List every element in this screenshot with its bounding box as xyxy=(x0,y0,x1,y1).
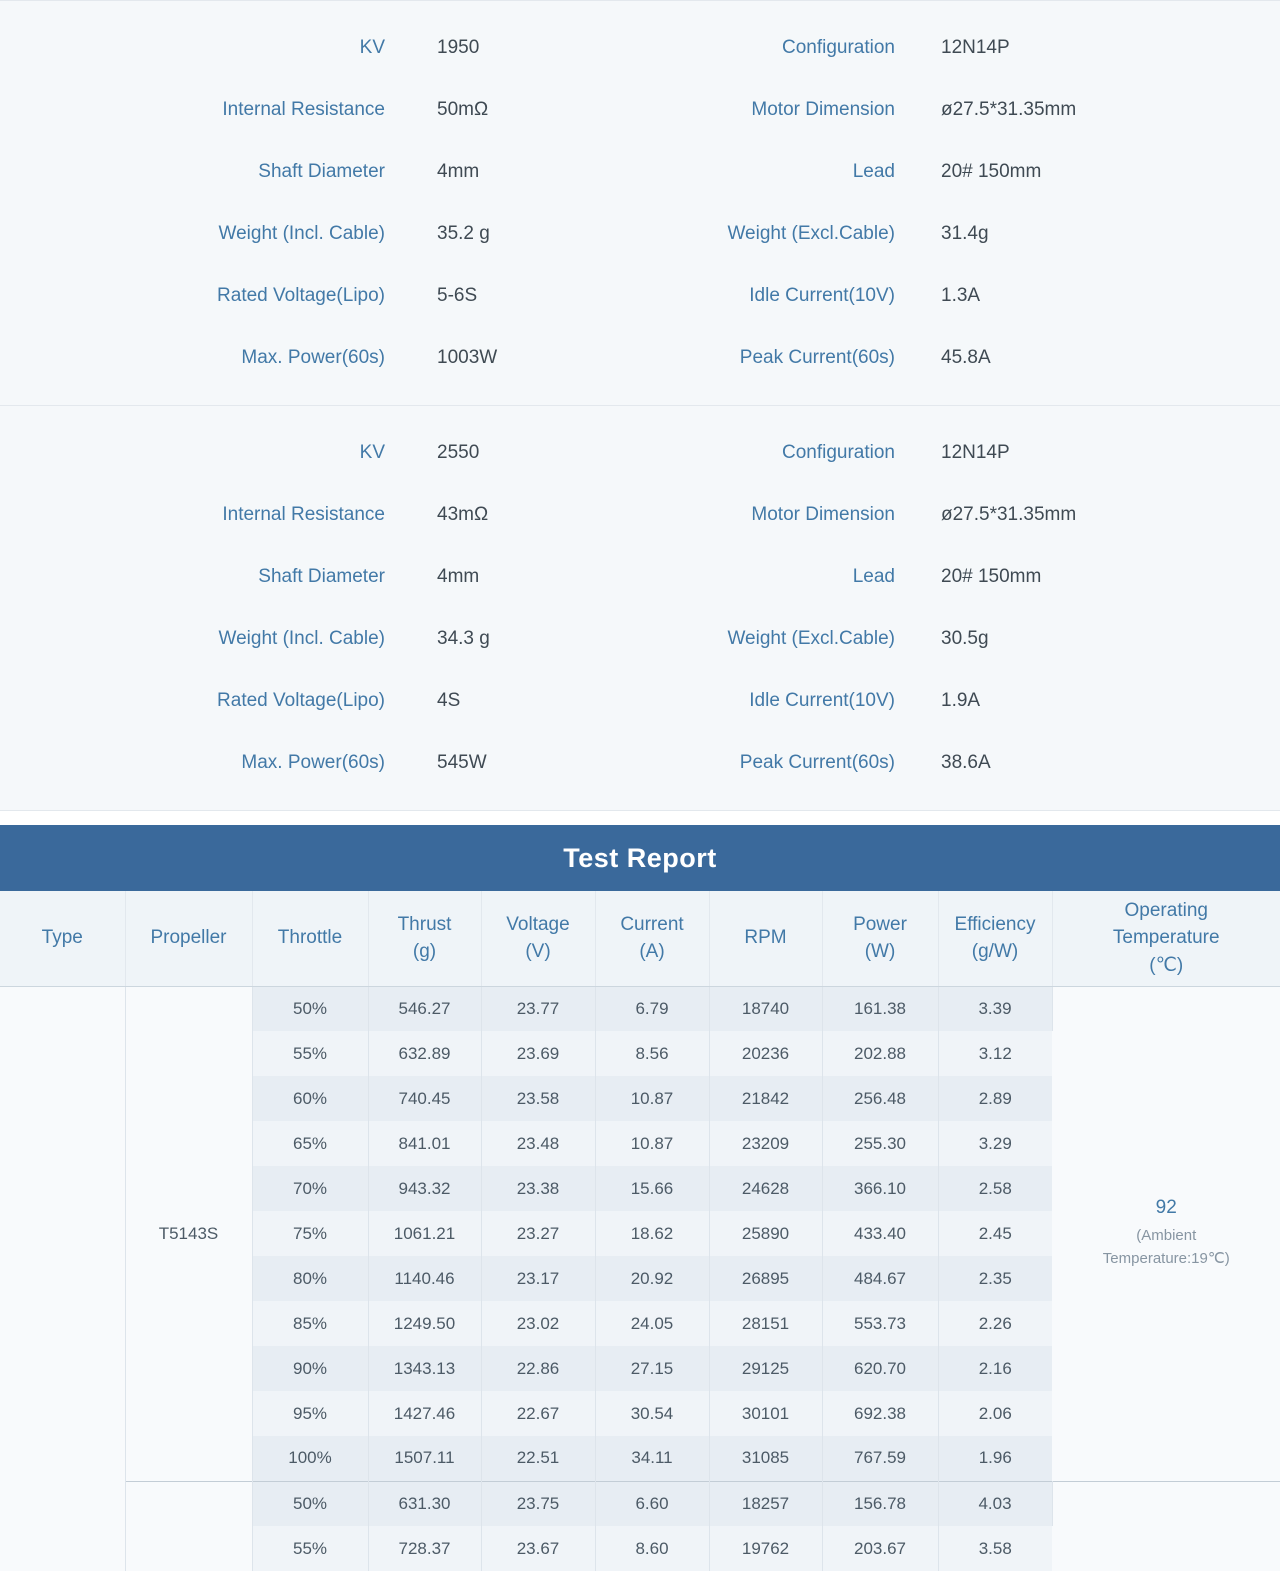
spec-label: Weight (Incl. Cable) xyxy=(218,223,385,244)
rpm-cell: 30101 xyxy=(709,1391,822,1436)
efficiency-cell: 3.58 xyxy=(978,1538,1012,1558)
spec-row xyxy=(0,327,1280,389)
efficiency-cell: 2.35 xyxy=(978,1268,1012,1288)
thrust-cell: 841.01 xyxy=(368,1121,481,1166)
power-cell: 484.67 xyxy=(822,1256,938,1301)
throttle-cell: 75% xyxy=(252,1211,368,1256)
spec-label: Motor Dimension xyxy=(751,99,895,120)
spec-label: Idle Current(10V) xyxy=(749,690,895,711)
spec-value: 31.4g xyxy=(941,223,989,244)
voltage-cell: 23.38 xyxy=(481,1166,595,1211)
throttle-cell: 65% xyxy=(252,1121,368,1166)
spec-value: 1003W xyxy=(437,347,498,368)
efficiency-cell: 2.45 xyxy=(978,1223,1012,1243)
current-cell: 6.60 xyxy=(595,1481,709,1526)
spec-value: 4mm xyxy=(437,161,480,182)
column-header-line: Type xyxy=(41,927,83,949)
column-header-line: (A) xyxy=(639,941,665,963)
spec-value: 20# 150mm xyxy=(941,566,1042,587)
spec-label: Lead xyxy=(852,161,895,182)
current-cell: 6.79 xyxy=(595,986,709,1031)
spec-value: 43mΩ xyxy=(437,504,489,525)
spec-row xyxy=(0,265,1280,327)
column-header xyxy=(481,891,595,986)
column-header-line: (g) xyxy=(412,941,437,963)
test-data-row xyxy=(0,1481,1280,1526)
spec-row xyxy=(0,422,1280,484)
efficiency-cell: 4.03 xyxy=(938,1481,1052,1526)
spec-value: 20# 150mm xyxy=(941,161,1042,182)
spec-label: Internal Resistance xyxy=(222,99,385,120)
propeller-cell: T5143S xyxy=(125,986,252,1481)
spec-label: Internal Resistance xyxy=(222,504,385,525)
test-report-header-bar xyxy=(0,825,1280,891)
throttle-cell: 50% xyxy=(252,1481,368,1526)
test-report-table xyxy=(0,891,1280,1571)
throttle-cell: 70% xyxy=(252,1166,368,1211)
spec-label: KV xyxy=(359,442,385,463)
test-data-row xyxy=(0,986,1280,1031)
test-report-table-head xyxy=(0,891,1280,986)
voltage-cell: 23.17 xyxy=(481,1256,595,1301)
spec-value: ø27.5*31.35mm xyxy=(941,504,1077,525)
column-header xyxy=(938,891,1052,986)
column-header-line: Voltage xyxy=(506,913,570,935)
spec-row xyxy=(0,203,1280,265)
spec-row xyxy=(0,546,1280,608)
column-header-line: (g/W) xyxy=(971,941,1019,963)
spec-value: 12N14P xyxy=(941,442,1010,463)
efficiency-cell: 2.26 xyxy=(978,1313,1012,1333)
efficiency-cell: 2.06 xyxy=(978,1403,1012,1423)
rpm-cell: 21842 xyxy=(709,1076,822,1121)
type-cell xyxy=(0,986,125,1571)
column-header-line: (℃) xyxy=(1149,955,1184,977)
spec-value: 4mm xyxy=(437,566,480,587)
spec-row xyxy=(0,608,1280,670)
spec-label: Configuration xyxy=(781,37,895,58)
test-report-title: Test Report xyxy=(563,842,717,873)
power-cell: 767.59 xyxy=(822,1436,938,1481)
thrust-cell: 728.37 xyxy=(368,1526,481,1571)
power-cell: 553.73 xyxy=(822,1301,938,1346)
voltage-cell: 22.86 xyxy=(481,1346,595,1391)
thrust-cell: 1507.11 xyxy=(368,1436,481,1481)
column-header xyxy=(125,891,252,986)
spec-block-kv2550 xyxy=(0,405,1280,811)
power-cell: 203.67 xyxy=(822,1526,938,1571)
power-cell: 366.10 xyxy=(822,1166,938,1211)
power-cell: 161.38 xyxy=(822,986,938,1031)
spec-label: Weight (Incl. Cable) xyxy=(218,628,385,649)
spec-value: 12N14P xyxy=(941,37,1010,58)
spec-row xyxy=(0,484,1280,546)
column-header xyxy=(252,891,368,986)
thrust-cell: 740.45 xyxy=(368,1076,481,1121)
column-header-line: (V) xyxy=(525,941,551,963)
column-header-line: Current xyxy=(620,913,684,935)
spec-label: Idle Current(10V) xyxy=(749,285,895,306)
spec-label: Max. Power(60s) xyxy=(241,347,385,368)
test-report-header-row xyxy=(0,891,1280,986)
spec-label: Shaft Diameter xyxy=(258,566,385,587)
spec-label: Motor Dimension xyxy=(751,504,895,525)
spec-label: Lead xyxy=(852,566,895,587)
voltage-cell: 23.48 xyxy=(481,1121,595,1166)
rpm-cell: 20236 xyxy=(709,1031,822,1076)
thrust-cell: 1061.21 xyxy=(368,1211,481,1256)
power-cell: 620.70 xyxy=(822,1346,938,1391)
spec-label: Weight (Excl.Cable) xyxy=(727,223,895,244)
column-header-line: Propeller xyxy=(150,927,227,949)
column-header xyxy=(709,891,822,986)
temperature-cell xyxy=(1052,986,1280,1481)
column-header-line: Power xyxy=(853,913,907,935)
rpm-cell: 26895 xyxy=(709,1256,822,1301)
current-cell: 10.87 xyxy=(595,1121,709,1166)
rpm-cell: 18257 xyxy=(709,1481,822,1526)
spec-value: 1.9A xyxy=(941,690,981,711)
spec-value: 50mΩ xyxy=(437,99,489,120)
efficiency-cell: 2.89 xyxy=(978,1088,1012,1108)
rpm-cell: 23209 xyxy=(709,1121,822,1166)
current-cell: 34.11 xyxy=(595,1436,709,1481)
spec-value: 1950 xyxy=(437,37,480,58)
voltage-cell: 23.67 xyxy=(481,1526,595,1571)
efficiency-cell: 3.12 xyxy=(978,1043,1012,1063)
column-header xyxy=(822,891,938,986)
spec-row xyxy=(0,670,1280,732)
throttle-cell: 80% xyxy=(252,1256,368,1301)
spec-value: 38.6A xyxy=(941,752,991,773)
throttle-cell: 85% xyxy=(252,1301,368,1346)
voltage-cell: 22.51 xyxy=(481,1436,595,1481)
thrust-cell: 546.27 xyxy=(368,986,481,1031)
rpm-cell: 29125 xyxy=(709,1346,822,1391)
spec-value: ø27.5*31.35mm xyxy=(941,99,1077,120)
current-cell: 20.92 xyxy=(595,1256,709,1301)
propeller-cell xyxy=(125,1481,252,1571)
column-header xyxy=(368,891,481,986)
spec-label: Rated Voltage(Lipo) xyxy=(217,690,385,711)
voltage-cell: 23.02 xyxy=(481,1301,595,1346)
spec-label: Peak Current(60s) xyxy=(739,752,895,773)
spec-block-kv1950 xyxy=(0,0,1280,405)
spec-value: 5-6S xyxy=(437,285,478,306)
throttle-cell: 60% xyxy=(252,1076,368,1121)
throttle-cell: 55% xyxy=(252,1031,368,1076)
efficiency-cell: 2.58 xyxy=(978,1178,1012,1198)
voltage-cell: 23.69 xyxy=(481,1031,595,1076)
power-cell: 202.88 xyxy=(822,1031,938,1076)
thrust-cell: 1343.13 xyxy=(368,1346,481,1391)
efficiency-cell: 3.29 xyxy=(978,1133,1012,1153)
spec-label: Shaft Diameter xyxy=(258,161,385,182)
voltage-cell: 23.75 xyxy=(481,1481,595,1526)
spec-label: KV xyxy=(359,37,385,58)
voltage-cell: 23.77 xyxy=(481,986,595,1031)
spec-value: 45.8A xyxy=(941,347,991,368)
current-cell: 10.87 xyxy=(595,1076,709,1121)
column-header-line: RPM xyxy=(744,927,787,949)
column-header xyxy=(1052,891,1280,986)
spec-value: 35.2 g xyxy=(437,223,490,244)
throttle-cell: 55% xyxy=(252,1526,368,1571)
power-cell: 433.40 xyxy=(822,1211,938,1256)
temperature-value: 92 xyxy=(1155,1196,1177,1218)
efficiency-cell: 2.16 xyxy=(978,1358,1012,1378)
throttle-cell: 50% xyxy=(252,986,368,1031)
current-cell: 15.66 xyxy=(595,1166,709,1211)
spec-label: Rated Voltage(Lipo) xyxy=(217,285,385,306)
current-cell: 27.15 xyxy=(595,1346,709,1391)
power-cell: 255.30 xyxy=(822,1121,938,1166)
spec-value: 30.5g xyxy=(941,628,989,649)
temperature-cell xyxy=(1052,1481,1280,1571)
current-cell: 8.60 xyxy=(595,1526,709,1571)
efficiency-cell: 1.96 xyxy=(978,1448,1012,1468)
test-report-table-body xyxy=(0,986,1280,1571)
column-header-line: Operating xyxy=(1124,899,1208,921)
spec-label: Peak Current(60s) xyxy=(739,347,895,368)
thrust-cell: 1140.46 xyxy=(368,1256,481,1301)
column-header-line: (W) xyxy=(864,941,896,963)
current-cell: 24.05 xyxy=(595,1301,709,1346)
power-cell: 156.78 xyxy=(822,1481,938,1526)
efficiency-cell: 3.39 xyxy=(938,986,1052,1031)
voltage-cell: 22.67 xyxy=(481,1391,595,1436)
current-cell: 18.62 xyxy=(595,1211,709,1256)
thrust-cell: 631.30 xyxy=(368,1481,481,1526)
column-header xyxy=(0,891,125,986)
spec-row xyxy=(0,17,1280,79)
thrust-cell: 943.32 xyxy=(368,1166,481,1211)
thrust-cell: 1427.46 xyxy=(368,1391,481,1436)
rpm-cell: 25890 xyxy=(709,1211,822,1256)
spec-label: Configuration xyxy=(781,442,895,463)
spec-value: 1.3A xyxy=(941,285,981,306)
spec-value: 4S xyxy=(437,690,461,711)
rpm-cell: 18740 xyxy=(709,986,822,1031)
temperature-note: (Ambient Temperature:19℃) xyxy=(1102,1226,1230,1267)
rpm-cell: 24628 xyxy=(709,1166,822,1211)
throttle-cell: 95% xyxy=(252,1391,368,1436)
spec-value: 34.3 g xyxy=(437,628,490,649)
spec-row xyxy=(0,141,1280,203)
power-cell: 692.38 xyxy=(822,1391,938,1436)
spec-value: 2550 xyxy=(437,442,480,463)
thrust-cell: 632.89 xyxy=(368,1031,481,1076)
power-cell: 256.48 xyxy=(822,1076,938,1121)
spec-label: Weight (Excl.Cable) xyxy=(727,628,895,649)
spec-row xyxy=(0,79,1280,141)
rpm-cell: 28151 xyxy=(709,1301,822,1346)
thrust-cell: 1249.50 xyxy=(368,1301,481,1346)
rpm-cell: 31085 xyxy=(709,1436,822,1481)
throttle-cell: 90% xyxy=(252,1346,368,1391)
spec-row xyxy=(0,732,1280,794)
current-cell: 8.56 xyxy=(595,1031,709,1076)
throttle-cell: 100% xyxy=(252,1436,368,1481)
rpm-cell: 19762 xyxy=(709,1526,822,1571)
current-cell: 30.54 xyxy=(595,1391,709,1436)
voltage-cell: 23.58 xyxy=(481,1076,595,1121)
column-header xyxy=(595,891,709,986)
column-header-line: Throttle xyxy=(277,927,343,949)
spec-value: 545W xyxy=(437,752,487,773)
spec-label: Max. Power(60s) xyxy=(241,752,385,773)
column-header-line: Thrust xyxy=(397,913,452,935)
voltage-cell: 23.27 xyxy=(481,1211,595,1256)
column-header-line: Temperature xyxy=(1112,927,1220,949)
column-header-line: Efficiency xyxy=(954,913,1036,935)
